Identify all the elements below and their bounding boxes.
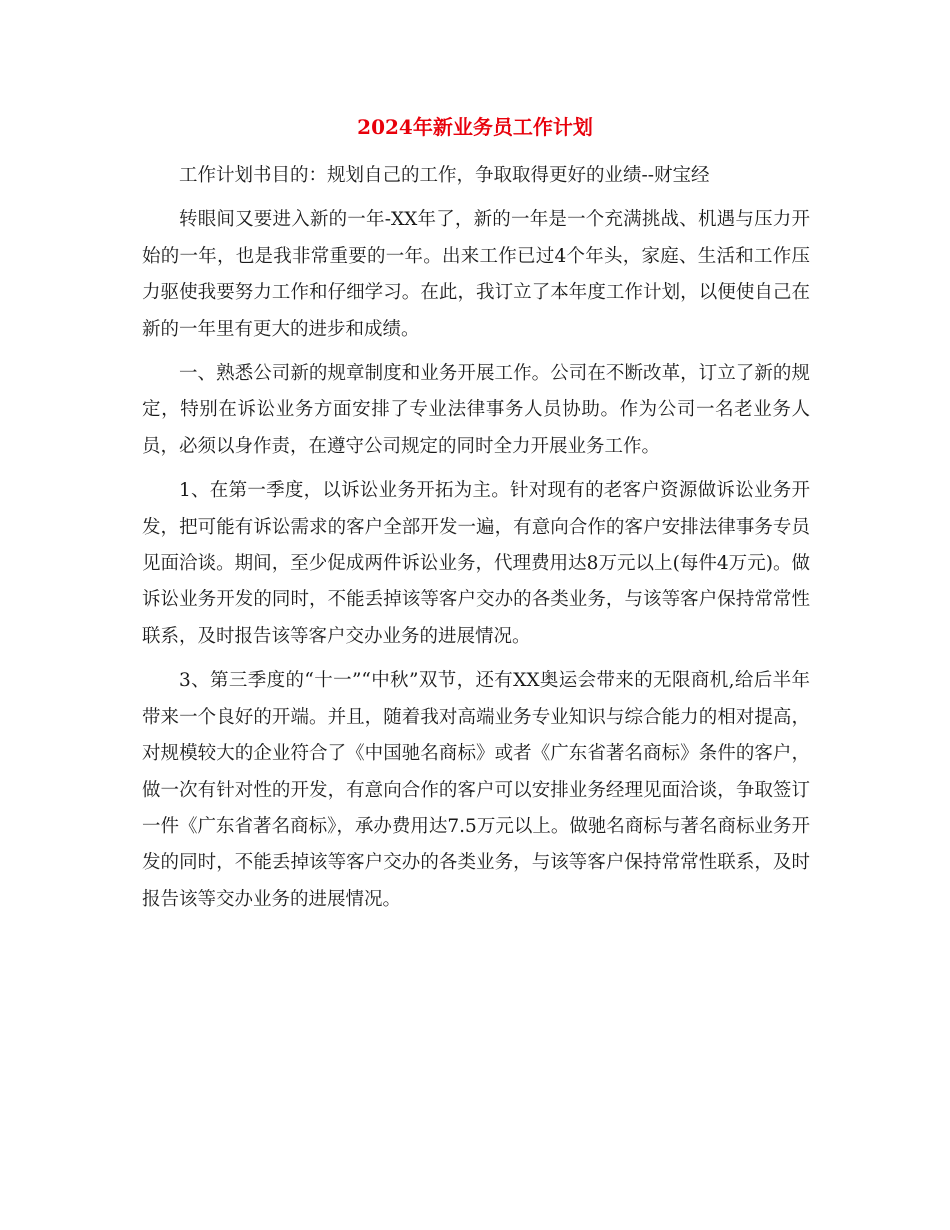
paragraph-first-quarter: 1、在第一季度，以诉讼业务开拓为主。针对现有的老客户资源做诉讼业务开发，把可能有诉讼需求的客户全部开发一遍，有意向合作的客户安排法律事务专员见面洽谈。期间，至少促成两件诉讼业务，代理费用达8万元以上(每件4万元)。做诉讼业务开发的同时，不能丢掉该等客户交办的各类业务，与该等客户保持常常性联系，及时报告该等客户交办业务的进展情况。 [142,480,810,647]
paragraph-intro: 转眼间又要进入新的一年-XX年了，新的一年是一个充满挑战、机遇与压力开始的一年，也是我非常重要的一年。出来工作已过4个年头，家庭、生活和工作压力驱使我要努力工作和仔细学习。在此，我订立了本年度工作计划，以便使自己在新的一年里有更大的进步和成绩。 [142,209,810,340]
paragraph-purpose: 工作计划书目的：规划自己的工作，争取取得更好的业绩--财宝经 [179,165,710,186]
document-body [142,158,810,926]
paragraph-section-one: 一、熟悉公司新的规章制度和业务开展工作。公司在不断改革，订立了新的规定，特别在诉讼业务方面安排了专业法律事务人员协助。作为公司一名老业务人员，必须以身作责，在遵守公司规定的同时全力开展业务工作。 [142,363,810,457]
document-title: 2024年新业务员工作计划 [357,115,593,139]
paragraph-third-quarter: 3、第三季度的“十一”“中秋”双节，还有XX奥运会带来的无限商机,给后半年带来一个良好的开端。并且，随着我对高端业务专业知识与综合能力的相对提高，对规模较大的企业符合了《中国驰名商标》或者《广东省著名商标》条件的客户，做一次有针对性的开发，有意向合作的客户可以安排业务经理见面洽谈，争取签订一件《广东省著名商标》，承办费用达7.5万元以上。做驰名商标与著名商标业务开发的同时，不能丢掉该等客户交办的各类业务，与该等客户保持常常性联系，及时报告该等交办业务的进展情况。 [142,670,810,910]
